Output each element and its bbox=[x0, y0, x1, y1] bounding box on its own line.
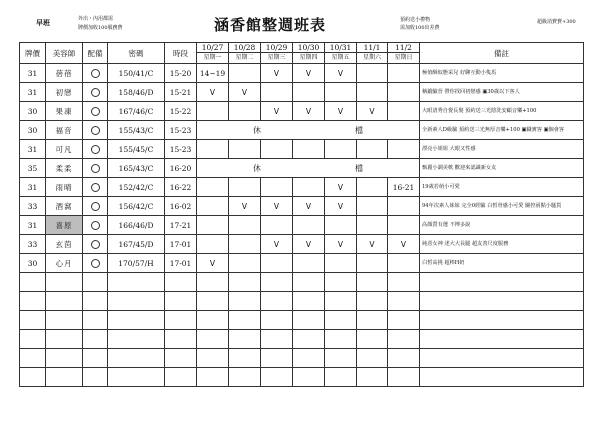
empty-cell bbox=[108, 349, 165, 368]
price-cell: 30 bbox=[20, 102, 46, 121]
col-day-2: 10/28 星期二 bbox=[229, 43, 261, 64]
empty-cell bbox=[388, 330, 420, 349]
day-cell bbox=[197, 178, 229, 197]
empty-cell bbox=[20, 292, 46, 311]
empty-cell bbox=[20, 311, 46, 330]
stylist-name: 可凡 bbox=[46, 140, 83, 159]
day-cell bbox=[229, 178, 261, 197]
empty-cell bbox=[325, 349, 357, 368]
price-cell: 31 bbox=[20, 140, 46, 159]
circle-icon bbox=[91, 88, 100, 97]
circle-icon bbox=[91, 126, 100, 135]
day-cell bbox=[229, 254, 261, 273]
day-cell: V bbox=[197, 254, 229, 273]
slot-cell: 15-23 bbox=[165, 121, 197, 140]
empty-cell bbox=[293, 311, 325, 330]
day-cell bbox=[357, 178, 388, 197]
circle-icon bbox=[91, 145, 100, 154]
empty-cell bbox=[388, 368, 420, 387]
schedule-header bbox=[0, 0, 600, 40]
empty-cell bbox=[420, 330, 584, 349]
day-cell: V bbox=[357, 102, 388, 121]
empty-cell bbox=[46, 368, 83, 387]
empty-cell bbox=[108, 368, 165, 387]
slot-cell: 16-22 bbox=[165, 178, 197, 197]
empty-row bbox=[20, 368, 584, 387]
slot-cell: 17-21 bbox=[165, 216, 197, 235]
slot-cell: 15-20 bbox=[165, 64, 197, 83]
rest-label: 檔 bbox=[355, 125, 363, 135]
day-cell bbox=[197, 140, 229, 159]
empty-cell bbox=[357, 311, 388, 330]
stylist-name: 玄茵 bbox=[46, 235, 83, 254]
empty-cell bbox=[357, 330, 388, 349]
col-slot: 時段 bbox=[165, 43, 197, 64]
empty-cell bbox=[325, 330, 357, 349]
day-cell bbox=[293, 254, 325, 273]
service-note-2: 牌價加收100服務費 bbox=[78, 25, 123, 31]
day-cell bbox=[388, 216, 420, 235]
col-day-6: 11/1 星期六 bbox=[357, 43, 388, 64]
day-cell: V bbox=[325, 102, 357, 121]
day-cell bbox=[229, 235, 261, 254]
remark-cell: 稱鍛驗晉 帶你找回初戀感 ▣30歲以下客人 bbox=[420, 83, 584, 102]
shift-label: 早班 bbox=[36, 18, 50, 27]
slot-cell: 16-02 bbox=[165, 197, 197, 216]
empty-cell bbox=[420, 368, 584, 387]
table-row bbox=[20, 64, 584, 83]
empty-cell bbox=[261, 311, 293, 330]
price-cell: 33 bbox=[20, 235, 46, 254]
day-cell bbox=[197, 235, 229, 254]
empty-cell bbox=[197, 292, 229, 311]
price-cell: 33 bbox=[20, 197, 46, 216]
code-cell: 156/42/C bbox=[108, 197, 165, 216]
empty-cell bbox=[293, 349, 325, 368]
circle-icon bbox=[91, 164, 100, 173]
remark-cell: 高顏質有選 不博多說 bbox=[420, 216, 584, 235]
circle-icon bbox=[91, 259, 100, 268]
code-cell: 150/41/C bbox=[108, 64, 165, 83]
day-cell: V bbox=[357, 235, 388, 254]
circle-icon bbox=[91, 202, 100, 211]
empty-cell bbox=[46, 292, 83, 311]
price-cell: 30 bbox=[20, 121, 46, 140]
empty-cell bbox=[420, 292, 584, 311]
empty-cell bbox=[325, 311, 357, 330]
empty-cell bbox=[420, 311, 584, 330]
day-cell bbox=[293, 140, 325, 159]
empty-cell bbox=[46, 349, 83, 368]
col-day-7: 11/2 星期日 bbox=[388, 43, 420, 64]
empty-cell bbox=[229, 311, 261, 330]
equip-cell bbox=[83, 216, 108, 235]
empty-cell bbox=[229, 368, 261, 387]
empty-cell bbox=[293, 273, 325, 292]
equip-cell bbox=[83, 121, 108, 140]
equip-cell bbox=[83, 64, 108, 83]
empty-cell bbox=[325, 368, 357, 387]
day-cell: V bbox=[325, 197, 357, 216]
day-cell bbox=[229, 140, 261, 159]
empty-cell bbox=[46, 330, 83, 349]
col-day-1: 10/27 星期一 bbox=[197, 43, 229, 64]
remark-cell: 白皙高挑 超棒H奶 bbox=[420, 254, 584, 273]
surcharge-note: 超級消費費+300 bbox=[537, 19, 576, 25]
empty-cell bbox=[388, 273, 420, 292]
table-row bbox=[20, 102, 584, 121]
table-row bbox=[20, 121, 584, 140]
empty-cell bbox=[108, 311, 165, 330]
day-cell: V bbox=[293, 235, 325, 254]
empty-cell bbox=[165, 311, 197, 330]
day-cell bbox=[261, 216, 293, 235]
code-cell: 155/43/C bbox=[108, 121, 165, 140]
day-cell bbox=[229, 216, 261, 235]
rest-cell bbox=[197, 159, 420, 178]
empty-cell bbox=[325, 292, 357, 311]
day-cell: V bbox=[229, 83, 261, 102]
empty-cell bbox=[293, 368, 325, 387]
day-cell bbox=[357, 254, 388, 273]
day-cell bbox=[357, 140, 388, 159]
empty-row bbox=[20, 330, 584, 349]
code-cell: 155/45/C bbox=[108, 140, 165, 159]
remark-cell: 甄麗小調美軟 歡迎來認識新女友 bbox=[420, 159, 584, 178]
day-cell: V bbox=[325, 178, 357, 197]
empty-cell bbox=[46, 311, 83, 330]
empty-cell bbox=[261, 349, 293, 368]
empty-row bbox=[20, 292, 584, 311]
remark-cell: 全新素人D級驗 預約送三光無厚音樂+100 ▣職實客 ▣個會客 bbox=[420, 121, 584, 140]
stylist-name: 雨晴 bbox=[46, 178, 83, 197]
empty-cell bbox=[165, 349, 197, 368]
day-cell bbox=[357, 216, 388, 235]
circle-icon bbox=[91, 221, 100, 230]
empty-cell bbox=[261, 273, 293, 292]
table-row bbox=[20, 235, 584, 254]
day-cell bbox=[388, 140, 420, 159]
stylist-name: 蓓蓓 bbox=[46, 64, 83, 83]
equip-cell bbox=[83, 159, 108, 178]
empty-cell bbox=[108, 292, 165, 311]
remark-cell: 大眼清秀自覺長髮 預約送三光陰洗安顧音樂+100 bbox=[420, 102, 584, 121]
day-cell bbox=[293, 178, 325, 197]
rest-label: 休 bbox=[253, 125, 261, 135]
empty-cell bbox=[83, 349, 108, 368]
day-cell: V bbox=[325, 64, 357, 83]
circle-icon bbox=[91, 183, 100, 192]
equip-cell bbox=[83, 102, 108, 121]
equip-cell bbox=[83, 235, 108, 254]
col-day-3: 10/29 星期三 bbox=[261, 43, 293, 64]
code-cell: 166/46/D bbox=[108, 216, 165, 235]
day-cell: V bbox=[325, 235, 357, 254]
day-cell: V bbox=[229, 197, 261, 216]
empty-row bbox=[20, 273, 584, 292]
day-cell bbox=[229, 102, 261, 121]
empty-cell bbox=[165, 330, 197, 349]
day-cell bbox=[197, 102, 229, 121]
table-row bbox=[20, 83, 584, 102]
empty-cell bbox=[83, 292, 108, 311]
empty-cell bbox=[261, 292, 293, 311]
day-cell bbox=[325, 83, 357, 102]
empty-cell bbox=[197, 311, 229, 330]
day-cell bbox=[357, 64, 388, 83]
stylist-name: 福音 bbox=[46, 121, 83, 140]
day-cell bbox=[388, 64, 420, 83]
empty-cell bbox=[229, 330, 261, 349]
empty-cell bbox=[197, 273, 229, 292]
col-stylist: 美容師 bbox=[46, 43, 83, 64]
day-cell bbox=[197, 216, 229, 235]
empty-cell bbox=[420, 273, 584, 292]
equip-cell bbox=[83, 83, 108, 102]
day-cell bbox=[388, 197, 420, 216]
empty-row bbox=[20, 311, 584, 330]
day-cell bbox=[197, 197, 229, 216]
empty-cell bbox=[261, 330, 293, 349]
empty-cell bbox=[357, 368, 388, 387]
rest-label: 休 bbox=[253, 163, 261, 173]
day-cell bbox=[293, 216, 325, 235]
empty-cell bbox=[293, 330, 325, 349]
col-price: 牌價 bbox=[20, 43, 46, 64]
empty-cell bbox=[20, 273, 46, 292]
empty-cell bbox=[229, 349, 261, 368]
empty-cell bbox=[229, 273, 261, 292]
empty-cell bbox=[293, 292, 325, 311]
code-cell: 165/43/C bbox=[108, 159, 165, 178]
empty-cell bbox=[20, 368, 46, 387]
empty-row bbox=[20, 349, 584, 368]
day-cell: V bbox=[197, 83, 229, 102]
remark-cell: 純惡女神 述大大長腿 超友善尺度服務 bbox=[420, 235, 584, 254]
table-row bbox=[20, 254, 584, 273]
day-cell bbox=[325, 216, 357, 235]
day-cell bbox=[388, 83, 420, 102]
day-cell: V bbox=[261, 235, 293, 254]
code-cell: 158/46/D bbox=[108, 83, 165, 102]
day-cell bbox=[293, 83, 325, 102]
empty-cell bbox=[20, 330, 46, 349]
table-header-row bbox=[20, 43, 584, 64]
remark-cell: 94年次素人妹妹 完全0經驗 白皙骨感小可愛 關控函點小騷貨 bbox=[420, 197, 584, 216]
equip-cell bbox=[83, 197, 108, 216]
equip-cell bbox=[83, 178, 108, 197]
slot-cell: 16-20 bbox=[165, 159, 197, 178]
empty-cell bbox=[165, 292, 197, 311]
slot-cell: 15-23 bbox=[165, 140, 197, 159]
stylist-name: 初戀 bbox=[46, 83, 83, 102]
day-cell: V bbox=[293, 102, 325, 121]
empty-cell bbox=[165, 273, 197, 292]
col-code: 密碼 bbox=[108, 43, 165, 64]
slot-cell: 15-22 bbox=[165, 102, 197, 121]
rest-cell bbox=[197, 121, 420, 140]
day-cell bbox=[325, 140, 357, 159]
table-row bbox=[20, 159, 584, 178]
stylist-name: 果凍 bbox=[46, 102, 83, 121]
day-cell bbox=[261, 140, 293, 159]
rest-label: 檔 bbox=[355, 163, 363, 173]
col-day-5: 10/31 星期五 bbox=[325, 43, 357, 64]
slot-cell: 17-01 bbox=[165, 254, 197, 273]
empty-cell bbox=[325, 273, 357, 292]
price-cell: 35 bbox=[20, 159, 46, 178]
empty-cell bbox=[197, 330, 229, 349]
slot-cell: 17-01 bbox=[165, 235, 197, 254]
empty-cell bbox=[197, 368, 229, 387]
circle-icon bbox=[91, 240, 100, 249]
col-equip: 配備 bbox=[83, 43, 108, 64]
col-remarks: 備註 bbox=[420, 43, 584, 64]
day-cell bbox=[261, 178, 293, 197]
schedule-body bbox=[20, 64, 584, 387]
empty-cell bbox=[388, 311, 420, 330]
day-cell bbox=[388, 102, 420, 121]
code-cell: 170/57/H bbox=[108, 254, 165, 273]
stylist-name: 酒窩 bbox=[46, 197, 83, 216]
empty-cell bbox=[83, 273, 108, 292]
empty-cell bbox=[83, 330, 108, 349]
code-cell: 167/45/D bbox=[108, 235, 165, 254]
col-day-4: 10/30 星期四 bbox=[293, 43, 325, 64]
day-cell bbox=[229, 64, 261, 83]
day-cell: V bbox=[261, 102, 293, 121]
booking-note-2: 需加收100出差費 bbox=[400, 25, 440, 31]
day-cell: V bbox=[388, 235, 420, 254]
day-cell bbox=[357, 197, 388, 216]
slot-cell: 15-21 bbox=[165, 83, 197, 102]
circle-icon bbox=[91, 107, 100, 116]
empty-cell bbox=[357, 292, 388, 311]
table-row bbox=[20, 197, 584, 216]
day-cell: V bbox=[293, 64, 325, 83]
table-row bbox=[20, 140, 584, 159]
empty-cell bbox=[388, 292, 420, 311]
day-cell: V bbox=[261, 64, 293, 83]
remark-cell: 極值酥似態采兒 好聊互動小隻馬 bbox=[420, 64, 584, 83]
empty-cell bbox=[108, 273, 165, 292]
empty-cell bbox=[20, 349, 46, 368]
empty-cell bbox=[197, 349, 229, 368]
empty-cell bbox=[420, 349, 584, 368]
circle-icon bbox=[91, 69, 100, 78]
day-cell: 16-21 bbox=[388, 178, 420, 197]
empty-cell bbox=[357, 273, 388, 292]
code-cell: 152/42/C bbox=[108, 178, 165, 197]
remark-cell: 19歲若萌小可愛 bbox=[420, 178, 584, 197]
schedule-table bbox=[19, 42, 584, 387]
day-cell bbox=[261, 83, 293, 102]
empty-cell bbox=[261, 368, 293, 387]
empty-cell bbox=[388, 349, 420, 368]
empty-cell bbox=[357, 349, 388, 368]
day-cell bbox=[357, 83, 388, 102]
price-cell: 31 bbox=[20, 178, 46, 197]
day-cell bbox=[261, 254, 293, 273]
booking-note-1: 預約送小禮物 bbox=[400, 17, 431, 23]
empty-cell bbox=[229, 292, 261, 311]
price-cell: 31 bbox=[20, 64, 46, 83]
stylist-name: 柔柔 bbox=[46, 159, 83, 178]
stylist-name: 喜原 bbox=[46, 216, 83, 235]
day-cell: V bbox=[293, 197, 325, 216]
empty-cell bbox=[83, 368, 108, 387]
day-cell bbox=[388, 254, 420, 273]
equip-cell bbox=[83, 254, 108, 273]
code-cell: 167/46/C bbox=[108, 102, 165, 121]
day-cell bbox=[325, 254, 357, 273]
day-cell: V bbox=[261, 197, 293, 216]
service-note-1: 外出・內用都需 bbox=[78, 16, 114, 22]
remark-cell: 漂亮小姐姐 大眼又性感 bbox=[420, 140, 584, 159]
price-cell: 30 bbox=[20, 254, 46, 273]
stylist-name: 心月 bbox=[46, 254, 83, 273]
day-cell: 14~19 bbox=[197, 64, 229, 83]
price-cell: 31 bbox=[20, 216, 46, 235]
page-title: 涵香館整週班表 bbox=[214, 16, 327, 34]
table-row bbox=[20, 216, 584, 235]
equip-cell bbox=[83, 140, 108, 159]
table-row bbox=[20, 178, 584, 197]
empty-cell bbox=[46, 273, 83, 292]
empty-cell bbox=[108, 330, 165, 349]
price-cell: 31 bbox=[20, 83, 46, 102]
empty-cell bbox=[83, 311, 108, 330]
empty-cell bbox=[165, 368, 197, 387]
